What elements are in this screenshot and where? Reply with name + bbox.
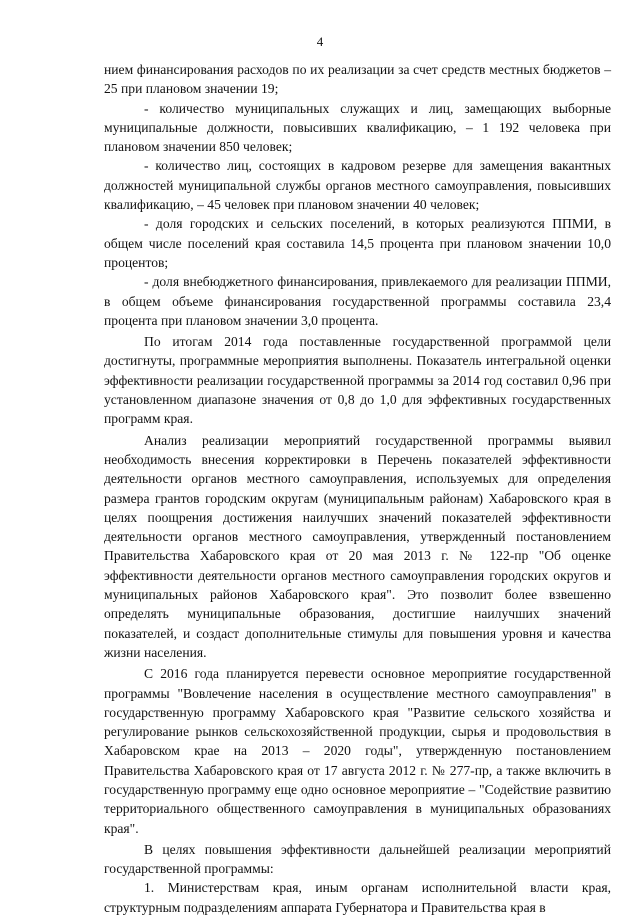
document-body	[104, 60, 611, 917]
paragraph: - количество муниципальных служащих и лиц, замещающих выборные муниципальные должности, повысивших квалификацию, – 1 192 человека при плановом значении 850 человек;	[104, 100, 611, 155]
paragraph: нием финансирования расходов по их реализации за счет средств местных бюджетов – 25 при плановом значении 19;	[104, 62, 611, 97]
paragraph: По итогам 2014 года поставленные государственной программой цели достигнуты, программные мероприятия выполнены. Показатель интегральной оценки эффективности реализации государственной программы за 2014 год составил 0,96 при установленном диапазоне значения от 0,8 до 1,0 для эффективных государственных программ края.	[104, 334, 611, 427]
paragraph: - количество лиц, состоящих в кадровом резерве для замещения вакантных должностей муниципальной службы органов местного самоуправления, повысивших квалификацию, – 45 человек при плановом значении 40 человек;	[104, 158, 611, 213]
page-number: 4	[316, 34, 324, 49]
paragraph: - доля городских и сельских поселений, в которых реализуются ППМИ, в общем числе поселений края составила 14,5 процента при плановом значении 10,0 процентов;	[104, 216, 611, 270]
paragraph: - доля внебюджетного финансирования, привлекаемого для реализации ППМИ, в общем объеме финансирования государственной программы составила 23,4 процента при плановом значении 3,0 процента.	[104, 274, 611, 328]
paragraph: Анализ реализации мероприятий государственной программы выявил необходимость внесения корректировки в Перечень показателей эффективности деятельности органов местного самоуправления, используемых для определения размера грантов городским округам (муниципальным районам) Хабаровского края в целях поощрения достижения наилучших значений показателей эффективности деятельности органов местного самоуправления, утвержденный постановлением Правительства Хабаровского края от 20 мая 2013 г. № 122-пр "Об оценке эффективности деятельности органов местного самоуправления городских округов и муниципальных районов Хабаровского края". Это позволит более взвешенно определять муниципальные образования, достигшие наилучших значений показателей, и создаст дополнительные стимулы для повышения уровня и качества жизни населения.	[104, 432, 611, 660]
paragraph: С 2016 года планируется перевести основное мероприятие государственной программы "Вовлечение населения в осуществление местного самоуправления" в государственную программу Хабаровского края "Развитие сельского хозяйства и регулирование рынков сельскохозяйственной продукции, сырья и продовольствия в Хабаровском крае на 2013 – 2020 годы", утвержденную постановлением Правительства Хабаровского края от 17 августа 2012 г. № 277-пр, а также включить в государственную программу еще одно основное мероприятие – "Содействие развитию территориального общественного самоуправления в муниципальных образованиях края".	[104, 666, 611, 836]
paragraph: В целях повышения эффективности дальнейшей реализации мероприятий государственной программы:	[104, 841, 611, 877]
paragraph: 1. Министерствам края, иным органам исполнительной власти края, структурным подразделениям аппарата Губернатора и Правительства края в	[104, 880, 611, 915]
